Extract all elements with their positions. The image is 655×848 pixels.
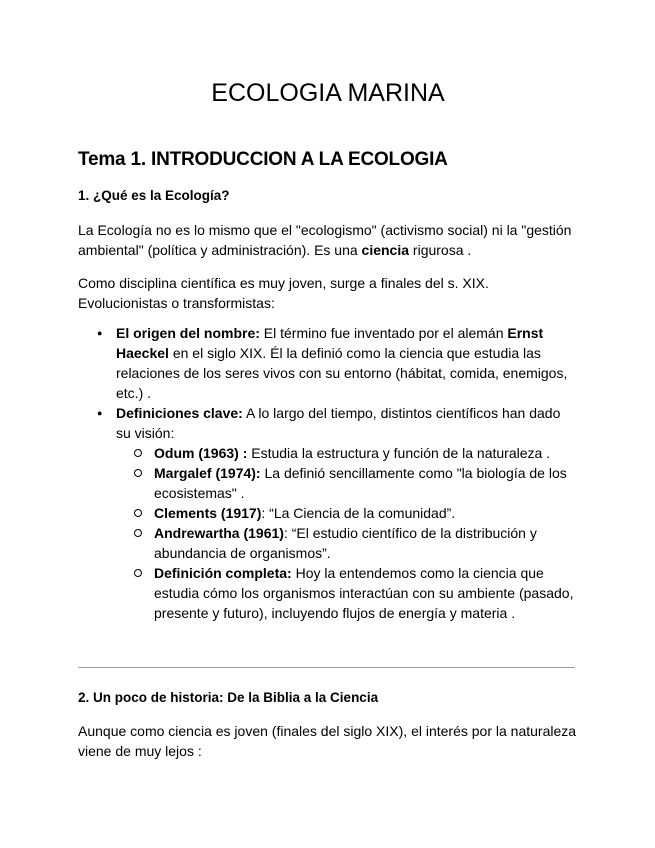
sub-bullet-text: : “La Ciencia de la comunidad”. (261, 505, 456, 521)
bullet-item-origen (78, 323, 578, 403)
sub-bullet-text: : “El estudio científico de la distribución y abundancia de organismos”. (154, 525, 537, 561)
bullet-label: El origen del nombre: (116, 325, 260, 341)
bullet-item-definiciones (78, 403, 578, 623)
question-1-paragraph-1 (78, 220, 578, 260)
sub-bullet-item-definicion-completa (116, 563, 578, 623)
sub-bullet-item-andrewartha (116, 523, 578, 563)
question-2-paragraph-1: Aunque como ciencia es joven (finales del siglo XIX), el interés por la naturaleza viene de muy lejos : (78, 723, 577, 759)
sub-bullet-item-clements (116, 503, 578, 523)
sub-bullet-text: Hoy la entendemos como la ciencia que estudia cómo los organismos interactúan con su ambiente (pasado, presente y futuro), incluyendo flujos de energía y materia . (154, 565, 574, 621)
question-2-heading: 2. Un poco de historia: De la Biblia a la Ciencia (78, 690, 379, 705)
document-title: ECOLOGIA MARINA (211, 79, 445, 107)
bullet-text: en el siglo XIX. Él la definió como la ciencia que estudia las relaciones de los seres vivos con su entorno (hábitat, comida, enemigos, etc.) . (116, 345, 568, 401)
bullet-text: A lo largo del tiempo, distintos científicos han dado su visión: (116, 405, 561, 441)
sub-bullet-label: Definición completa: (154, 565, 292, 581)
bullet-list (78, 323, 578, 623)
sub-bullet-label: Andrewartha (1961) (154, 525, 284, 541)
sub-bullet-item-odum (116, 443, 578, 463)
question-1-paragraph-2: Como disciplina científica es muy joven, surge a finales del s. XIX. Evolucionistas o transformistas: (78, 275, 489, 311)
sub-bullet-text: La definió sencillamente como "la biología de los ecosistemas" . (154, 465, 567, 501)
bullet-bold-name: Ernst Haeckel (116, 325, 544, 361)
horizontal-divider (78, 667, 575, 668)
question-1-heading: 1. ¿Qué es la Ecología? (78, 188, 230, 203)
bullet-label: Definiciones clave: (116, 405, 243, 421)
sub-bullet-list (116, 443, 578, 623)
sub-bullet-label: Odum (1963) : (154, 445, 248, 461)
paragraph-bold-word: ciencia (361, 242, 410, 258)
paragraph-text: rigurosa . (409, 242, 472, 258)
sub-bullet-label: Clements (1917) (154, 505, 262, 521)
sub-bullet-text: Estudia la estructura y función de la naturaleza . (247, 445, 551, 461)
bullet-text: El término fue inventado por el alemán (259, 325, 508, 341)
paragraph-text: La Ecología no es lo mismo que el "ecologismo" (activismo social) ni la "gestión ambiental" (política y administración). Es una (78, 222, 572, 258)
section-title: Tema 1. INTRODUCCION A LA ECOLOGIA (78, 149, 448, 170)
sub-bullet-item-margalef (116, 463, 578, 503)
sub-bullet-label: Margalef (1974): (154, 465, 261, 481)
